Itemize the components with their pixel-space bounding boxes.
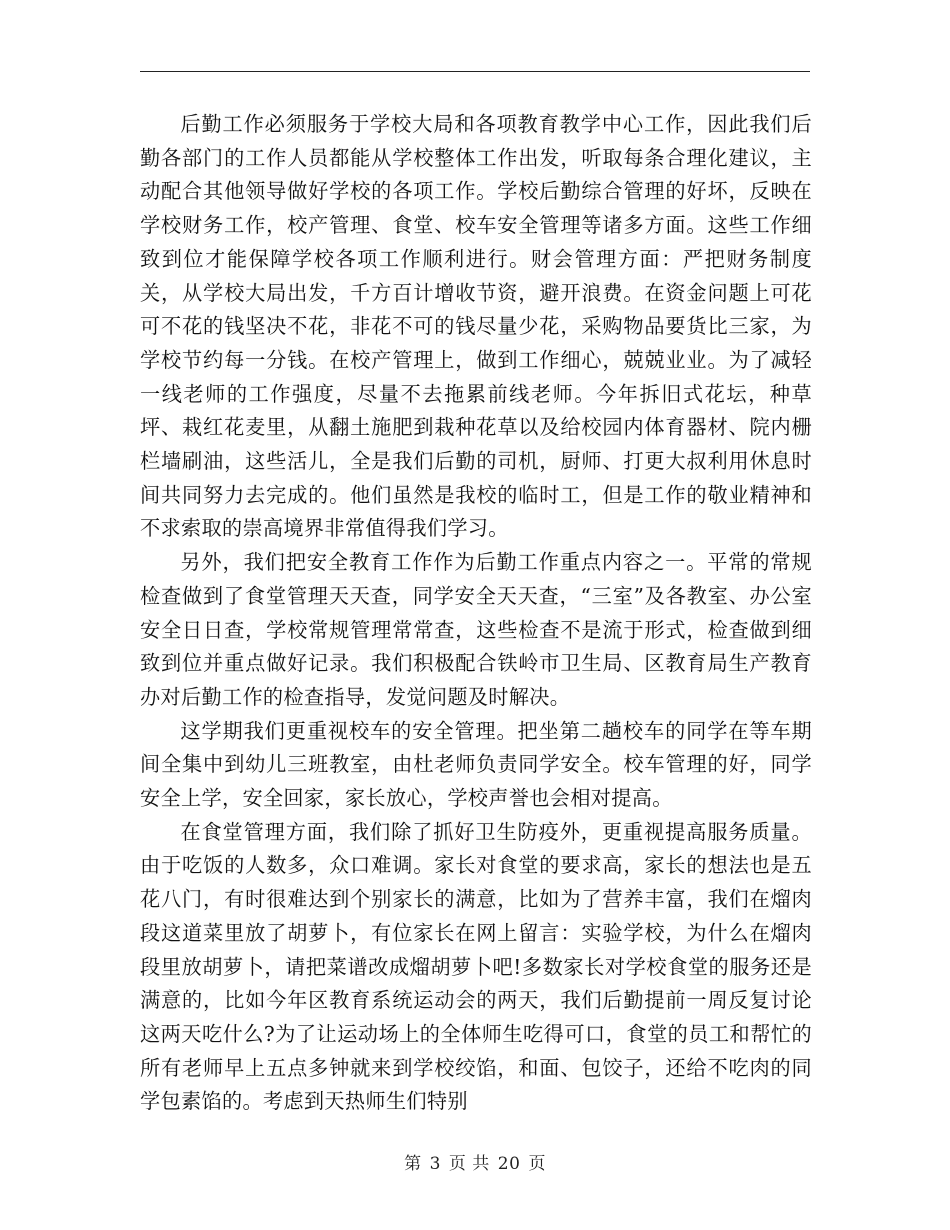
document-body — [140, 108, 812, 1119]
total-page-count: 20 — [497, 1154, 521, 1174]
paragraph-safety-inspection: 另外，我们把安全教育工作作为后勤工作重点内容之一。平常的常规检查做到了食堂管理天天查，同学安全天天查，“三室”及各教室、办公室安全日日查，学校常规管理常常查，这些检查不是流于形式，检查做到细致到位并重点做好记录。我们积极配合铁岭市卫生局、区教育局生产教育办对后勤工作的检查指导，发觉问题及时解决。 — [140, 550, 812, 709]
footer-middle: 页 共 — [448, 1154, 490, 1174]
paragraph-canteen: 在食堂管理方面，我们除了抓好卫生防疫外，更重视提高服务质量。由于吃饭的人数多，众口难调。家长对食堂的要求高，家长的想法也是五花八门，有时很难达到个别家长的满意，比如为了营养丰富，我们在熘肉段这道菜里放了胡萝卜，有位家长在网上留言：实验学校，为什么在熘肉段里放胡萝卜，请把菜谱改成熘胡萝卜吧!多数家长对学校食堂的服务还是满意的，比如今年区教育系统运动会的两天，我们后勤提前一周反复讨论这两天吃什么?为了让运动场上的全体师生吃得可口，食堂的员工和帮忙的所有老师早上五点多钟就来到学校绞馅，和面、包饺子，还给不吃肉的同学包素馅的。考虑到天热师生们特别 — [140, 819, 812, 1114]
page-number-footer — [0, 1152, 950, 1176]
footer-prefix: 第 — [404, 1154, 422, 1174]
header-rule — [140, 71, 810, 72]
paragraph-school-bus: 这学期我们更重视校车的安全管理。把坐第二趟校车的同学在等车期间全集中到幼儿三班教室，由杜老师负责同学安全。校车管理的好，同学安全上学，安全回家，家长放心，学校声誉也会相对提高。 — [140, 718, 812, 811]
paragraph-logistics-overview: 后勤工作必须服务于学校大局和各项教育教学中心工作，因此我们后勤各部门的工作人员都能从学校整体工作出发，听取每条合理化建议，主动配合其他领导做好学校的各项工作。学校后勤综合管理的好坏，反映在学校财务工作，校产管理、食堂、校车安全管理等诸多方面。这些工作细致到位才能保障学校各项工作顺利进行。财会管理方面：严把财务制度关，从学校大局出发，千方百计增收节资，避开浪费。在资金问题上可花可不花的钱坚决不花，非花不可的钱尽量少花，采购物品要货比三家，为学校节约每一分钱。在校产管理上，做到工作细心，兢兢业业。为了减轻一线老师的工作强度，尽量不去拖累前线老师。今年拆旧式花坛，种草坪、栽红花麦里，从翻土施肥到栽种花草以及给校园内体育器材、院内栅栏墙刷油，这些活儿，全是我们后勤的司机，厨师、打更大叔利用休息时间共同努力去完成的。他们虽然是我校的临时工，但是工作的敬业精神和不求索取的崇高境界非常值得我们学习。 — [140, 112, 812, 541]
current-page-number: 3 — [429, 1154, 441, 1174]
footer-suffix: 页 — [528, 1154, 546, 1174]
